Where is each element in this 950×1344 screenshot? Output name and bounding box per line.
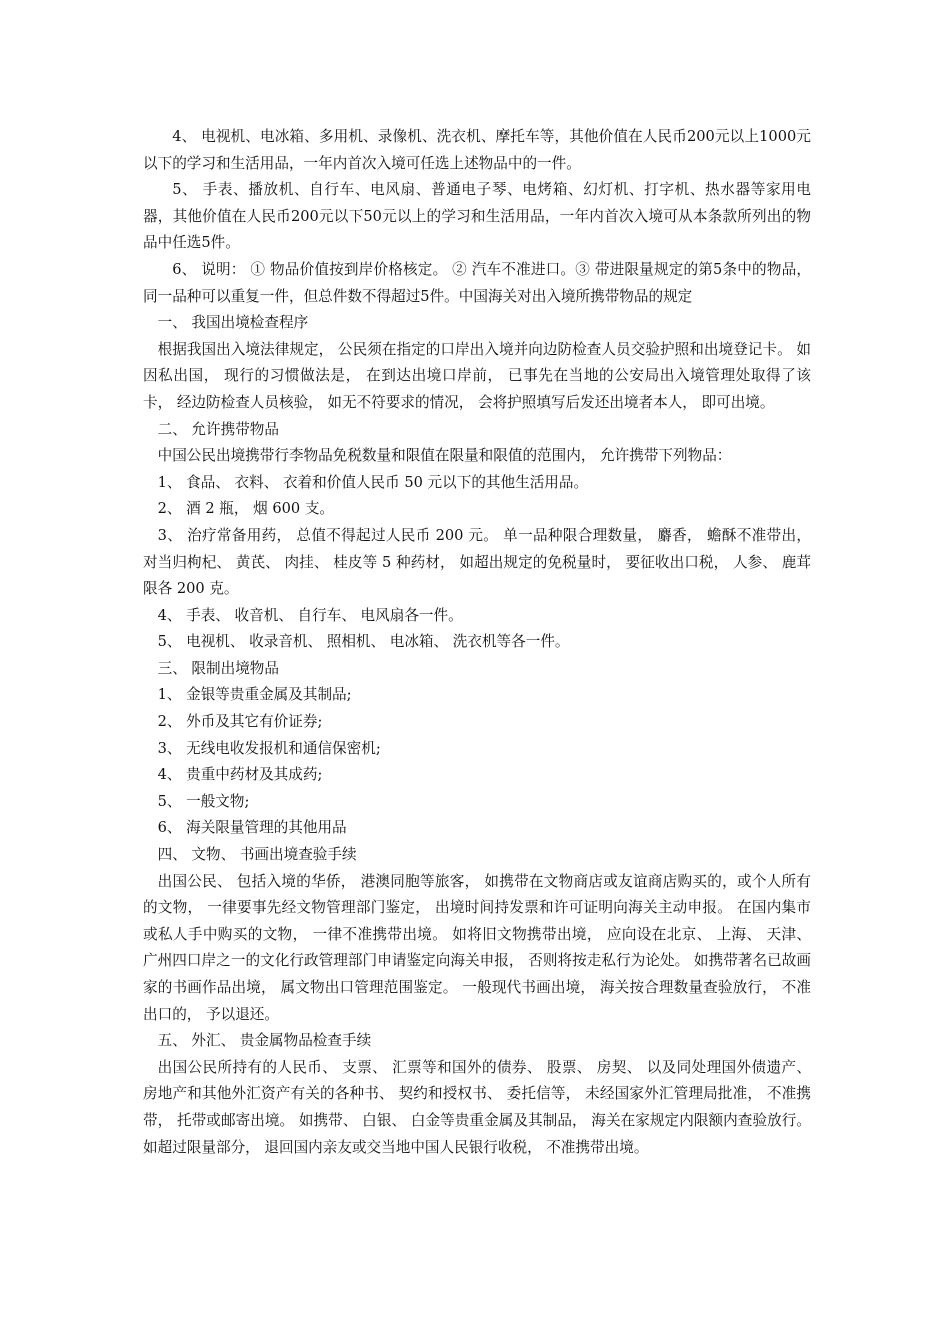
list-item-allowed-2: 2、 酒 2 瓶， 烟 600 支。 bbox=[157, 500, 335, 518]
section-heading-foreign-exchange: 五、 外汇、 贵金属物品检查手续 bbox=[157, 1032, 372, 1050]
paragraph-cultural-relics: 出国公民、 包括入境的华侨， 港澳同胞等旅客， 如携带在文物商店或友谊商店购买的，或个人所有的文物， 一律要事先经文物管理部门鉴定， 出境时间持发票和许可证明向海关主动申报。 在国内集市或私人手中购买的文物， 一律不准携带出境。 如将旧文物携带出境， 应向设在北京、 上海、 天津、 广州四口岸之一的文化行政管理部门申请鉴定向海关申报， 否则将按走私行为论处。 如携带著名已故画家的书画作品出境， 属文物出口管理范围鉴定。 一般现代书画出境， 海关按合理数量查验放行， 不准出口的， 予以退还。 bbox=[143, 872, 811, 1023]
section-heading-exit-procedure: 一、 我国出境检查程序 bbox=[157, 314, 309, 332]
list-item-restricted-6: 6、 海关限量管理的其他用品 bbox=[157, 819, 347, 837]
list-item-restricted-1: 1、 金银等贵重金属及其制品; bbox=[157, 686, 352, 704]
paragraph-item-6-note: 6、 说明： ① 物品价值按到岸价格核定。 ② 汽车不准进口。③ 带进限量规定的第5条中的物品，同一品种可以重复一件，但总件数不得超过5件。中国海关对出入境所携带物品的规定 bbox=[143, 260, 811, 305]
section-heading-restricted-items: 三、 限制出境物品 bbox=[157, 659, 279, 677]
list-item-restricted-4: 4、 贵重中药材及其成药; bbox=[157, 766, 323, 784]
paragraph-allowed-intro: 中国公民出境携带行李物品免税数量和限值在限量和限值的范围内， 允许携带下列物品： bbox=[157, 447, 732, 465]
paragraph-item-5: 5、 手表、播放机、自行车、电风扇、普通电子琴、电烤箱、幻灯机、打字机、热水器等家用电器，其他价值在人民币200元以下50元以上的学习和生活用品，一年内首次入境可从本条款所列出的物品中任选5件。 bbox=[143, 181, 811, 252]
list-item-restricted-5: 5、 一般文物; bbox=[157, 792, 250, 810]
section-heading-allowed-items: 二、 允许携带物品 bbox=[157, 420, 279, 438]
paragraph-item-4: 4、 电视机、电冰箱、多用机、录像机、洗衣机、摩托车等，其他价值在人民币200元以上1000元以下的学习和生活用品，一年内首次入境可任选上述物品中的一件。 bbox=[143, 128, 811, 172]
list-item-allowed-5: 5、 电视机、 收录音机、 照相机、 电冰箱、 洗衣机等各一件。 bbox=[157, 633, 570, 651]
section-heading-cultural-relics: 四、 文物、 书画出境查验手续 bbox=[157, 846, 357, 864]
list-item-restricted-2: 2、 外币及其它有价证券; bbox=[157, 713, 323, 731]
list-item-allowed-1: 1、 食品、 衣料、 衣着和价值人民币 50 元以下的其他生活用品。 bbox=[157, 473, 589, 491]
paragraph-exit-procedure: 根据我国出入境法律规定， 公民须在指定的口岸出入境并向边防检查人员交验护照和出境登记卡。 如因私出国， 现行的习惯做法是， 在到达出境口岸前， 已事先在当地的公安局出入境管理处取得了该卡， 经边防检查人员核验， 如无不符要求的情况， 会将护照填写后发还出境者本人， 即可出境。 bbox=[143, 340, 811, 411]
list-item-allowed-3: 3、 治疗常备用药， 总值不得起过人民币 200 元。 单一品种限合理数量， 麝香， 蟾酥不准带出， 对当归枸杞、 黄芪、 肉挂、 桂皮等 5 种药材， 如超出规定的免税量时， 要征收出口税， 人参、 鹿茸限各 200 克。 bbox=[143, 526, 811, 598]
document-page bbox=[143, 124, 811, 1161]
list-item-allowed-4: 4、 手表、 收音机、 自行车、 电风扇各一件。 bbox=[157, 606, 463, 624]
list-item-restricted-3: 3、 无线电收发报机和通信保密机; bbox=[157, 739, 381, 757]
paragraph-foreign-exchange: 出国公民所持有的人民币、 支票、 汇票等和国外的债券、 股票、 房契、 以及同处理国外债遗产、 房地产和其他外汇资产有关的各种书、 契约和授权书、 委托信等， 未经国家外汇管理局批准， 不准携带， 托带或邮寄出境。 如携带、 白银、 白金等贵重金属及其制品， 海关在家规定内限额内查验放行。 如超过限量部分， 退回国内亲友或交当地中国人民银行收税， 不准携带出境。 bbox=[143, 1058, 811, 1156]
